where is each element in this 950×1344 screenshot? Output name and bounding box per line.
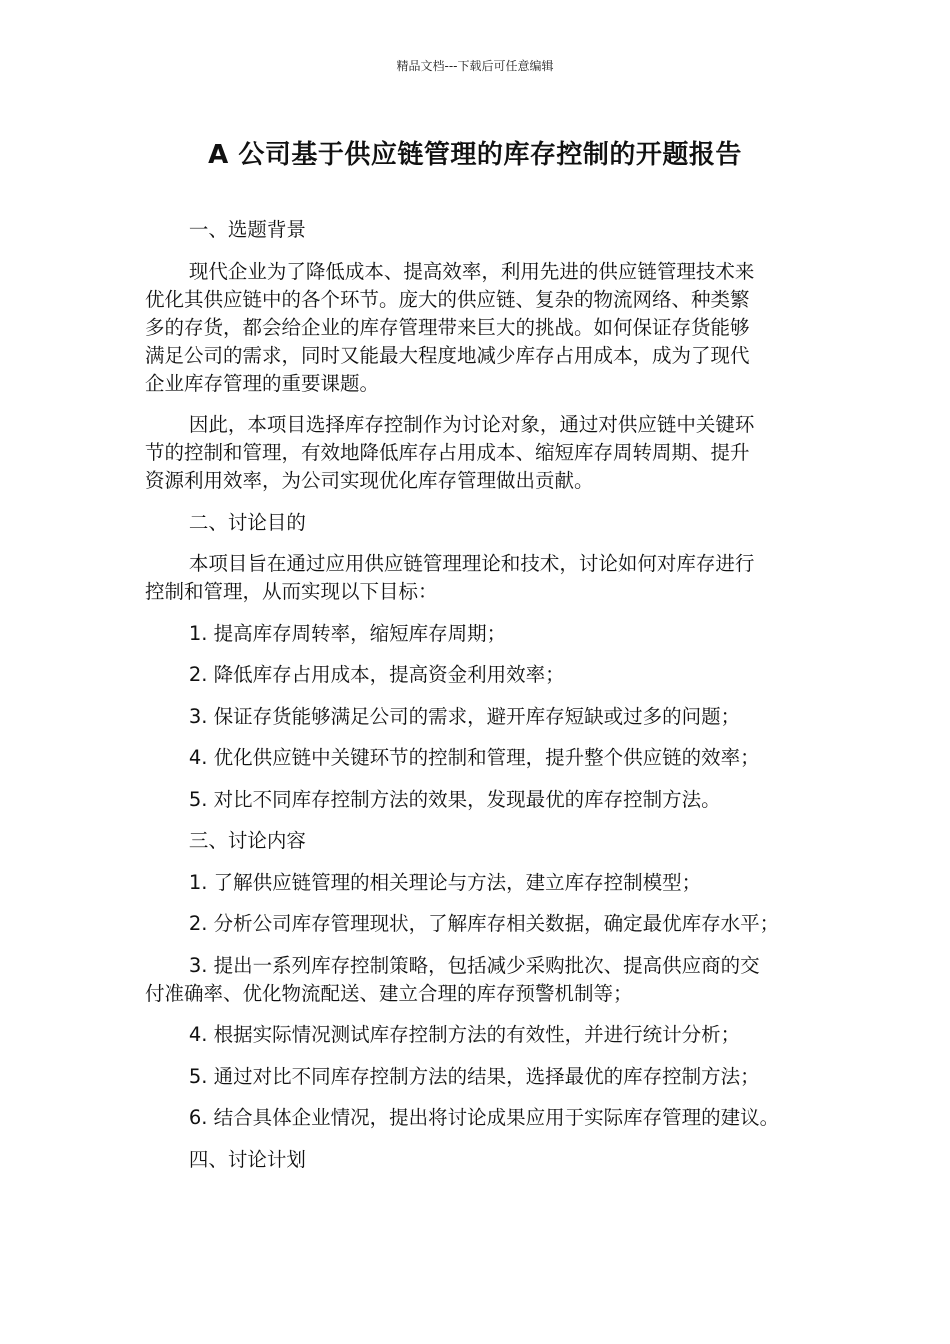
content-list-item: 4. 根据实际情况测试库存控制方法的有效性，并进行统计分析； <box>188 1023 741 1046</box>
purpose-list-item: 4. 优化供应链中关键环节的控制和管理，提升整个供应链的效率； <box>188 746 760 769</box>
paragraph-line: 控制和管理，从而实现以下目标： <box>145 580 438 603</box>
paragraph-line: 因此，本项目选择库存控制作为讨论对象，通过对供应链中关键环 <box>188 413 755 436</box>
paragraph-line: 优化其供应链中的各个环节。庞大的供应链、复杂的物流网络、种类繁 <box>145 287 750 311</box>
paragraph-line: 多的存货，都会给企业的库存管理带来巨大的挑战。如何保证存货能够 <box>145 315 750 339</box>
page-header: 精品文档---下载后可任意编辑 <box>396 59 554 73</box>
content-list-item: 5. 通过对比不同库存控制方法的结果，选择最优的库存控制方法； <box>188 1064 760 1088</box>
content-list-item <box>145 952 815 1008</box>
document-title: A 公司基于供应链管理的库存控制的开题报告 <box>208 140 742 170</box>
paragraph-line: 现代企业为了降低成本、提高效率，利用先进的供应链管理技术来 <box>188 259 755 283</box>
paragraph-line: 满足公司的需求，同时又能最大程度地减少库存占用成本，成为了现代 <box>145 343 750 367</box>
section-heading-purpose: 二、讨论目的 <box>188 510 306 534</box>
paragraph-line: 节的控制和管理，有效地降低库存占用成本、缩短库存周转周期、提升 <box>145 441 750 464</box>
background-paragraph-1 <box>145 258 815 398</box>
section-heading-content: 三、讨论内容 <box>188 829 306 852</box>
document-body <box>145 216 815 1187</box>
section-heading-plan: 四、讨论计划 <box>188 1147 306 1171</box>
section-heading-background: 一、选题背景 <box>188 218 306 241</box>
paragraph-line: 资源利用效率，为公司实现优化库存管理做出贡献。 <box>145 469 594 492</box>
paragraph-line: 付准确率、优化物流配送、建立合理的库存预警机制等； <box>145 981 633 1005</box>
purpose-list-item: 1. 提高库存周转率，缩短库存周期； <box>188 621 507 645</box>
purpose-list-item: 2. 降低库存占用成本，提高资金利用效率； <box>188 663 565 686</box>
purpose-list-item: 5. 对比不同库存控制方法的效果，发现最优的库存控制方法。 <box>188 787 721 811</box>
paragraph-line: 企业库存管理的重要课题。 <box>145 371 380 395</box>
content-list-item: 6. 结合具体企业情况，提出将讨论成果应用于实际库存管理的建议。 <box>188 1106 780 1129</box>
content-list-item: 1. 了解供应链管理的相关理论与方法，建立库存控制模型； <box>188 870 702 894</box>
background-paragraph-2 <box>145 411 815 495</box>
purpose-list-item: 3. 保证存货能够满足公司的需求，避开库存短缺或过多的问题； <box>188 704 741 728</box>
paragraph-line: 本项目旨在通过应用供应链管理理论和技术，讨论如何对库存进行 <box>188 552 755 575</box>
paragraph-line: 3. 提出一系列库存控制策略，包括减少采购批次、提高供应商的交 <box>188 953 760 977</box>
purpose-paragraph <box>145 550 815 606</box>
content-list-item: 2. 分析公司库存管理现状，了解库存相关数据，确定最优库存水平； <box>188 912 780 935</box>
